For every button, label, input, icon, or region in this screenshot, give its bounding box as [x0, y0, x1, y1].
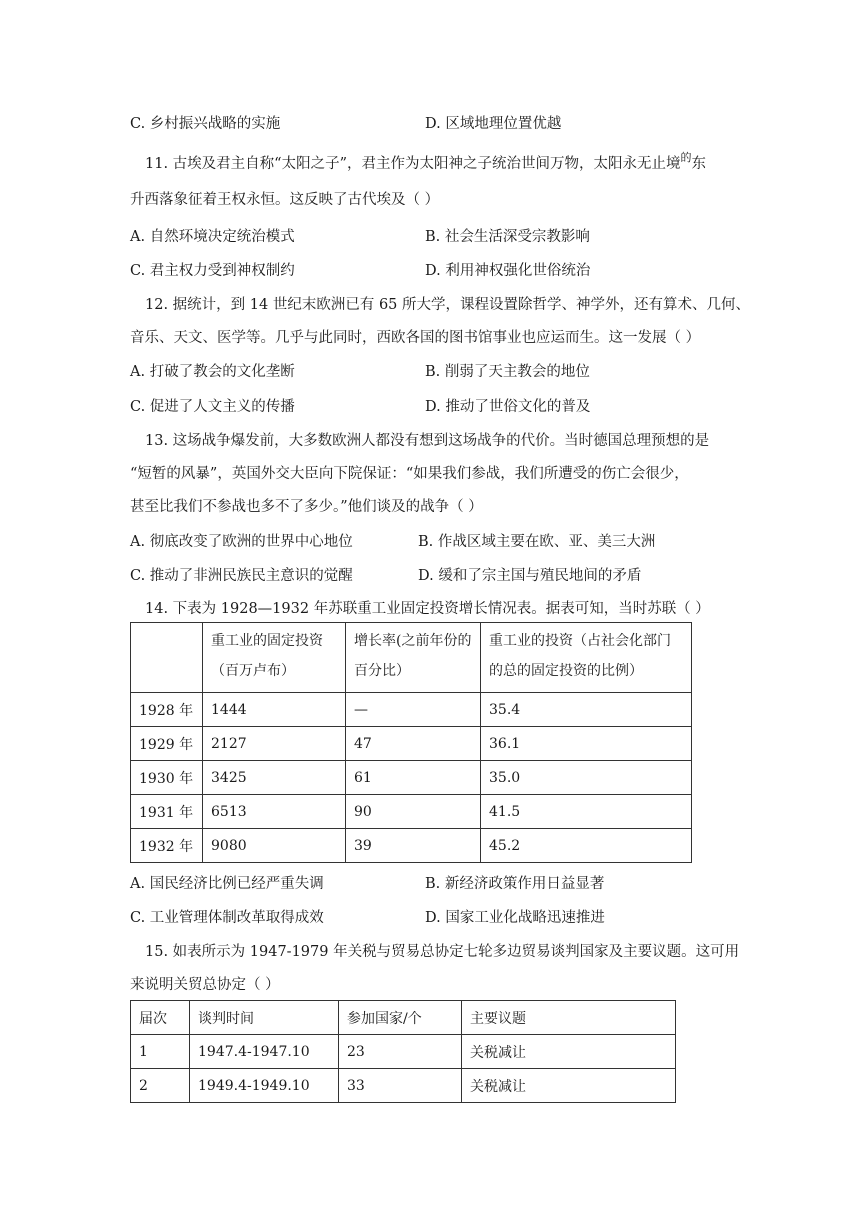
table-row	[131, 795, 692, 829]
table-row	[131, 761, 692, 795]
table-cell: 1930 年	[131, 761, 203, 795]
q14-table	[130, 622, 692, 863]
q11-stem-line1: 11. 古埃及君主自称“太阳之子”，君主作为太阳神之子统治世间万物，太阳永无止境$^的$东	[145, 151, 706, 172]
table-cell: 35.0	[481, 761, 692, 795]
table-header-row	[131, 1001, 676, 1035]
q13-option-c: C. 推动了非洲民族民主意识的觉醒	[130, 568, 353, 584]
q12-stem-line1: 12. 据统计，到 14 世纪末欧洲已有 65 所大学，课程设置除哲学、神学外，还有算术、几何、	[145, 297, 751, 313]
table-header-cell	[131, 623, 203, 693]
table-header-cell: 届次	[131, 1001, 190, 1035]
table-header-cell: 主要议题	[462, 1001, 676, 1035]
q13-option-d: D. 缓和了宗主国与殖民地间的矛盾	[418, 568, 642, 584]
table-cell: 9080	[203, 829, 346, 863]
table-cell: 2	[131, 1069, 190, 1103]
q15-stem-line2: 来说明关贸总协定（ ）	[130, 977, 280, 993]
q13-stem-line3: 甚至比我们不参战也多不了多少。”他们谈及的战争（ ）	[130, 499, 483, 515]
q11-stem-line2: 升西落象征着王权永恒。这反映了古代埃及（ ）	[130, 192, 440, 208]
table-header-cell: 参加国家/个	[339, 1001, 462, 1035]
q14-option-b: B. 新经济政策作用日益显著	[425, 876, 605, 892]
q14-option-c: C. 工业管理体制改革取得成效	[130, 910, 324, 926]
q15-stem-line1: 15. 如表所示为 1947-1979 年关税与贸易总协定七轮多边贸易谈判国家及主要议题。这可用	[145, 944, 740, 960]
table-cell: 3425	[203, 761, 346, 795]
table-cell: 41.5	[481, 795, 692, 829]
table-cell: 1949.4-1949.10	[190, 1069, 339, 1103]
table-cell: 23	[339, 1035, 462, 1069]
q10-option-c: C. 乡村振兴战略的实施	[130, 116, 281, 132]
q12-option-b: B. 削弱了天主教会的地位	[425, 364, 590, 380]
q14-stem: 14. 下表为 1928—1932 年苏联重工业固定投资增长情况表。据表可知，当时苏联（ ）	[145, 601, 710, 617]
q12-option-d: D. 推动了世俗文化的普及	[425, 399, 591, 415]
q15-table	[130, 1000, 676, 1103]
table-header-cell: 增长率(之前年份的百分比）	[346, 623, 481, 693]
table-cell: 1947.4-1947.10	[190, 1035, 339, 1069]
q14-option-a: A. 国民经济比例已经严重失调	[130, 876, 324, 892]
table-cell: 36.1	[481, 727, 692, 761]
table-row	[131, 727, 692, 761]
table-header-row	[131, 623, 692, 693]
table-cell: 90	[346, 795, 481, 829]
q10-option-d: D. 区域地理位置优越	[425, 116, 562, 132]
table-cell: 1928 年	[131, 693, 203, 727]
table-header-cell: 重工业的投资（占社会化部门的总的固定投资的比例）	[481, 623, 692, 693]
table-cell: 1	[131, 1035, 190, 1069]
table-cell: 2127	[203, 727, 346, 761]
table-cell: 关税减让	[462, 1035, 676, 1069]
table-row	[131, 693, 692, 727]
table-header-cell: 谈判时间	[190, 1001, 339, 1035]
table-row	[131, 1035, 676, 1069]
q13-option-b: B. 作战区域主要在欧、亚、美三大洲	[418, 534, 656, 550]
q13-stem-line2: “短暂的风暴”，英国外交大臣向下院保证：“如果我们参战，我们所遭受的伤亡会很少，	[130, 466, 689, 482]
table-cell: 35.4	[481, 693, 692, 727]
table-cell: 33	[339, 1069, 462, 1103]
q11-option-d: D. 利用神权强化世俗统治	[425, 263, 591, 279]
q11-option-b: B. 社会生活深受宗教影响	[425, 229, 590, 245]
table-header-cell: 重工业的固定投资（百万卢布）	[203, 623, 346, 693]
q13-stem-line1: 13. 这场战争爆发前，大多数欧洲人都没有想到这场战争的代价。当时德国总理预想的是	[145, 433, 710, 449]
q12-option-a: A. 打破了教会的文化垄断	[130, 364, 295, 380]
table-cell: —	[346, 693, 481, 727]
table-cell: 39	[346, 829, 481, 863]
q14-option-d: D. 国家工业化战略迅速推进	[425, 910, 605, 926]
table-row	[131, 829, 692, 863]
table-cell: 47	[346, 727, 481, 761]
table-cell: 1931 年	[131, 795, 203, 829]
q12-stem-line2: 音乐、天文、医学等。几乎与此同时，西欧各国的图书馆事业也应运而生。这一发展（ ）	[130, 330, 701, 346]
table-cell: 61	[346, 761, 481, 795]
table-cell: 45.2	[481, 829, 692, 863]
q13-option-a: A. 彻底改变了欧洲的世界中心地位	[130, 534, 353, 550]
table-cell: 1932 年	[131, 829, 203, 863]
table-row	[131, 1069, 676, 1103]
table-cell: 1929 年	[131, 727, 203, 761]
table-cell: 1444	[203, 693, 346, 727]
table-cell: 关税减让	[462, 1069, 676, 1103]
q12-option-c: C. 促进了人文主义的传播	[130, 399, 295, 415]
table-cell: 6513	[203, 795, 346, 829]
q11-option-a: A. 自然环境决定统治模式	[130, 229, 295, 245]
q11-option-c: C. 君主权力受到神权制约	[130, 263, 295, 279]
